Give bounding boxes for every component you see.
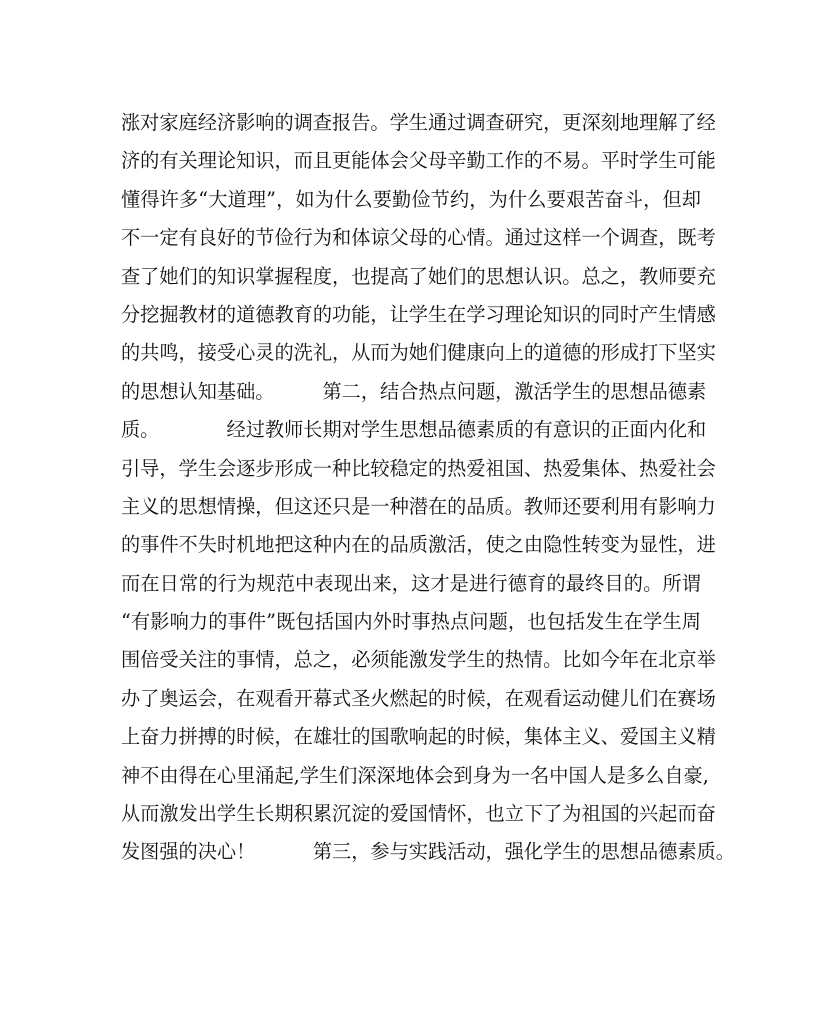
text-line: 神不由得在心里涌起,学生们深深地体会到身为一名中国人是多么自豪,: [121, 763, 709, 787]
text-line: 而在日常的行为规范中表现出来，这才是进行德育的最终目的。所谓: [121, 571, 701, 595]
text-line: 懂得许多“大道理”，如为什么要勤俭节约，为什么要艰苦奋斗，但却: [121, 187, 701, 211]
text-line: 分挖掘教材的道德教育的功能，让学生在学习理论知识的同时产生情感: [121, 302, 716, 326]
text-line: 从而激发出学生长期积累沉淀的爱国情怀，也立下了为祖国的兴起而奋: [121, 802, 716, 826]
text-line: 主义的思想情操，但这还只是一种潜在的品质。教师还要利用有影响力: [121, 494, 716, 518]
text-line: 引导，学生会逐步形成一种比较稳定的热爱祖国、热爱集体、热爱社会: [121, 456, 716, 480]
text-line: 的思想认知基础。 第二，结合热点问题，激活学生的思想品德素: [121, 379, 707, 403]
text-line: 发图强的决心！ 第三，参与实践活动，强化学生的思想品德素质。: [121, 840, 735, 864]
text-line: 不一定有良好的节俭行为和体谅父母的心情。通过这样一个调查，既考: [121, 226, 716, 250]
text-line: “有影响力的事件”既包括国内外时事热点问题，也包括发生在学生周: [121, 610, 701, 634]
text-line: 查了她们的知识掌握程度，也提高了她们的思想认识。总之，教师要充: [121, 264, 716, 288]
text-line: 上奋力拼搏的时候，在雄壮的国歌响起的时候，集体主义、爱国主义精: [121, 725, 716, 749]
text-line: 涨对家庭经济影响的调查报告。学生通过调查研究，更深刻地理解了经: [121, 111, 716, 134]
text-line: 围倍受关注的事情，总之，必须能激发学生的热情。比如今年在北京举: [121, 648, 716, 672]
text-line: 质。 经过教师长期对学生思想品德素质的有意识的正面内化和: [121, 418, 707, 442]
text-line: 济的有关理论知识，而且更能体会父母辛勤工作的不易。平时学生可能: [121, 149, 716, 173]
text-line: 办了奥运会，在观看开幕式圣火燃起的时候，在观看运动健儿们在赛场: [121, 686, 716, 710]
body-text: [121, 104, 735, 872]
text-line: 的事件不失时机地把这种内在的品质激活，使之由隐性转变为显性，进: [121, 533, 716, 557]
text-line: 的共鸣，接受心灵的洗礼，从而为她们健康向上的道德的形成打下坚实: [121, 341, 716, 365]
